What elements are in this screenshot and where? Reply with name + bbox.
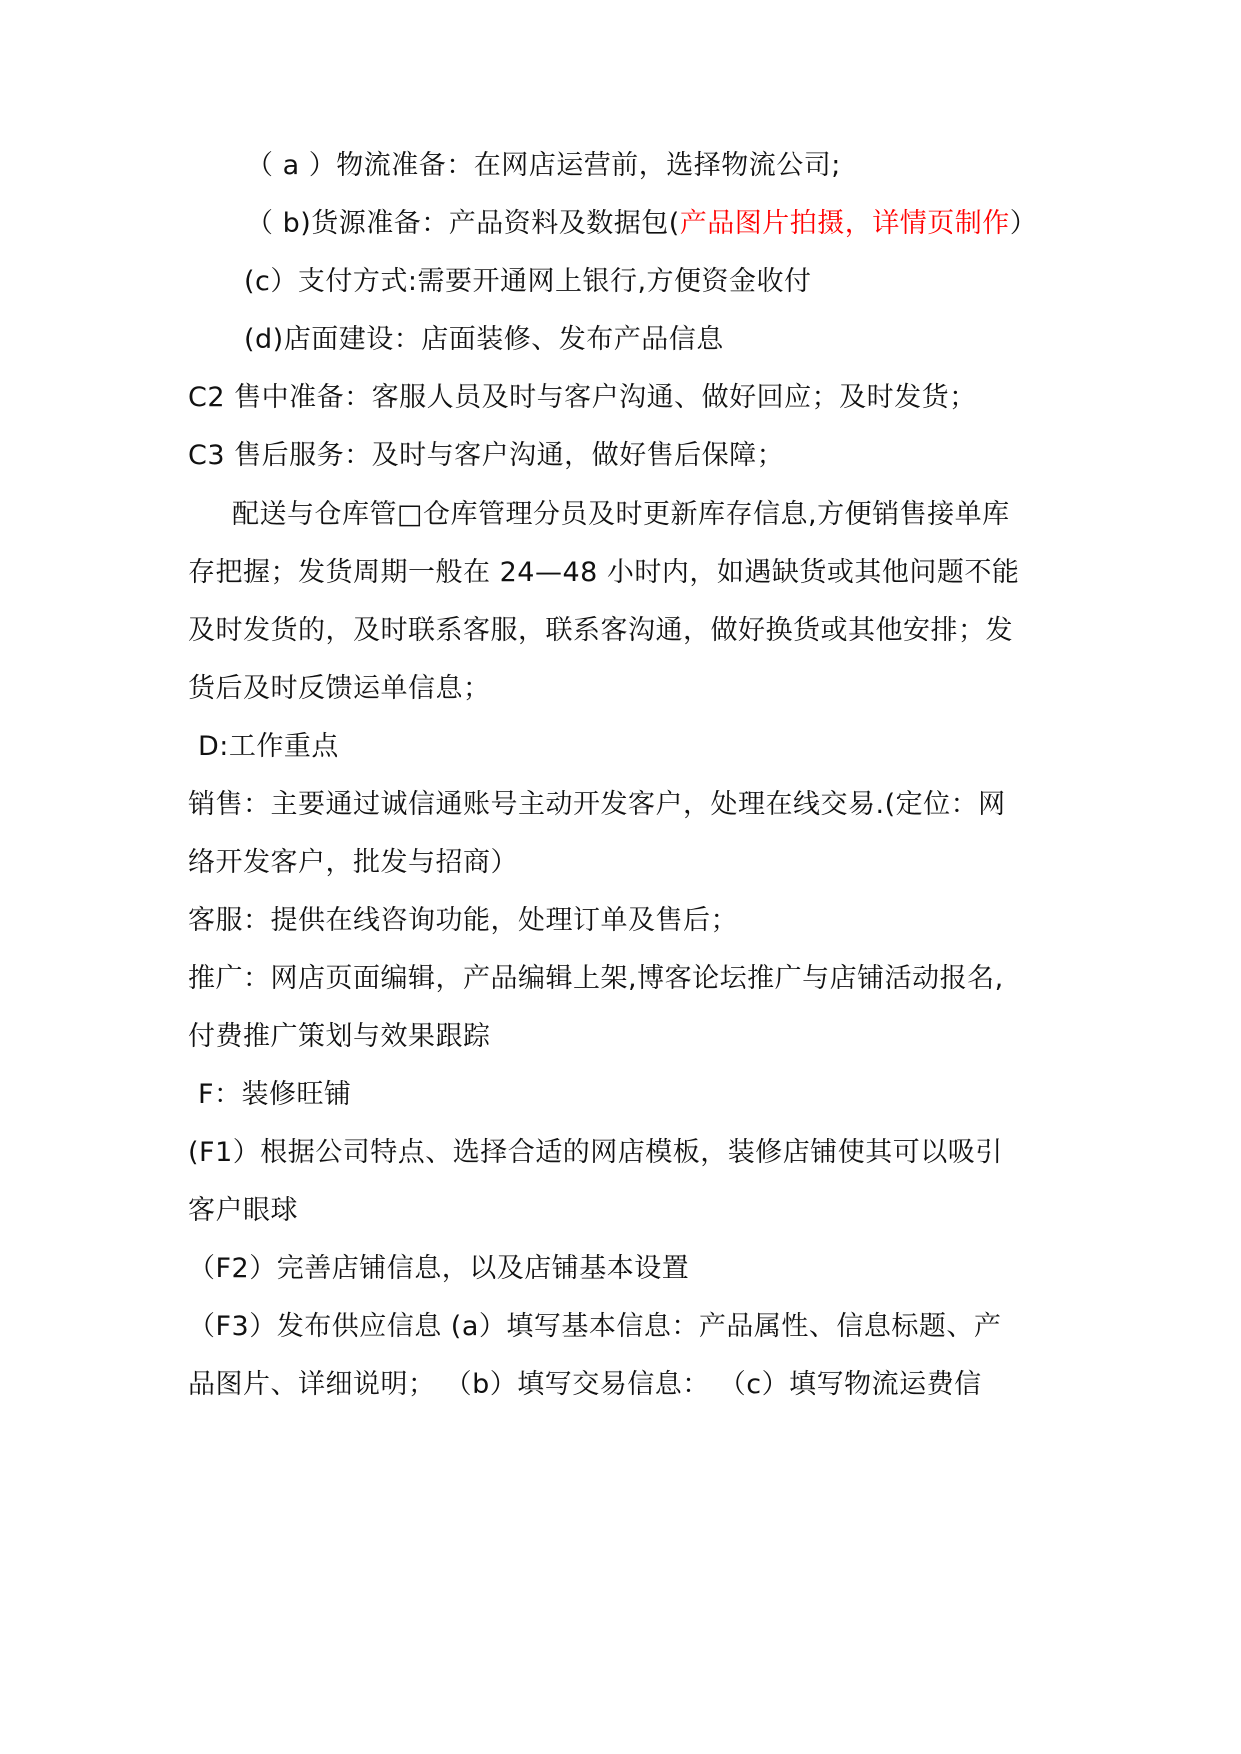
doc-line-f1-1: (F1）根据公司特点、选择合适的网店模板，装修店铺使其可以吸引 <box>188 1137 1003 1168</box>
doc-line-promo-2: 付费推广策划与效果跟踪 <box>188 1021 491 1052</box>
doc-line-warehouse-3: 及时发货的，及时联系客服，联系客沟通，做好换货或其他安排；发 <box>188 615 1013 646</box>
doc-line-supply <box>246 206 1037 242</box>
doc-line-sales-2: 络开发客户，批发与招商） <box>188 847 518 878</box>
doc-line-supply-close: ） <box>1009 208 1038 239</box>
doc-line-supply-highlight: 产品图片拍摄，详情页制作 <box>679 208 1010 239</box>
doc-line-c2: C2 售中准备：客服人员及时与客户沟通、做好回应；及时发货； <box>188 382 977 413</box>
doc-line-warehouse-1: 配送与仓库管□仓库管理分员及时更新库存信息,方便销售接单库 <box>232 499 1010 530</box>
doc-line-f3-1: （F3）发布供应信息 (a）填写基本信息：产品属性、信息标题、产 <box>188 1311 1002 1342</box>
doc-line-sales-1: 销售：主要通过诚信通账号主动开发客户，处理在线交易.(定位：网 <box>188 789 1006 820</box>
doc-line-c3: C3 售后服务：及时与客户沟通，做好售后保障； <box>188 440 785 471</box>
doc-line-supply-text: （ b)货源准备：产品资料及数据包( <box>246 208 680 239</box>
doc-line-payment: (c）支付方式:需要开通网上银行,方便资金收付 <box>244 266 812 297</box>
doc-line-f2: （F2）完善店铺信息，以及店铺基本设置 <box>188 1253 690 1284</box>
doc-line-warehouse-2: 存把握；发货周期一般在 24—48 小时内，如遇缺货或其他问题不能 <box>188 557 1020 588</box>
doc-line-f3-2: 品图片、详细说明； （b）填写交易信息： （c）填写物流运费信 <box>188 1369 982 1400</box>
doc-line-warehouse-4: 货后及时反馈运单信息； <box>188 673 491 704</box>
doc-line-storefront: (d)店面建设：店面装修、发布产品信息 <box>244 324 724 355</box>
doc-line-service: 客服：提供在线咨询功能，处理订单及售后； <box>188 905 738 936</box>
doc-line-promo-1: 推广：网店页面编辑，产品编辑上架,博客论坛推广与店铺活动报名, <box>188 963 1004 994</box>
doc-line-logistics: （ a ）物流准备：在网店运营前，选择物流公司; <box>246 150 841 181</box>
doc-line-f1-2: 客户眼球 <box>188 1195 298 1226</box>
doc-heading-d: D:工作重点 <box>198 731 339 762</box>
doc-heading-f: F：装修旺铺 <box>198 1079 352 1110</box>
